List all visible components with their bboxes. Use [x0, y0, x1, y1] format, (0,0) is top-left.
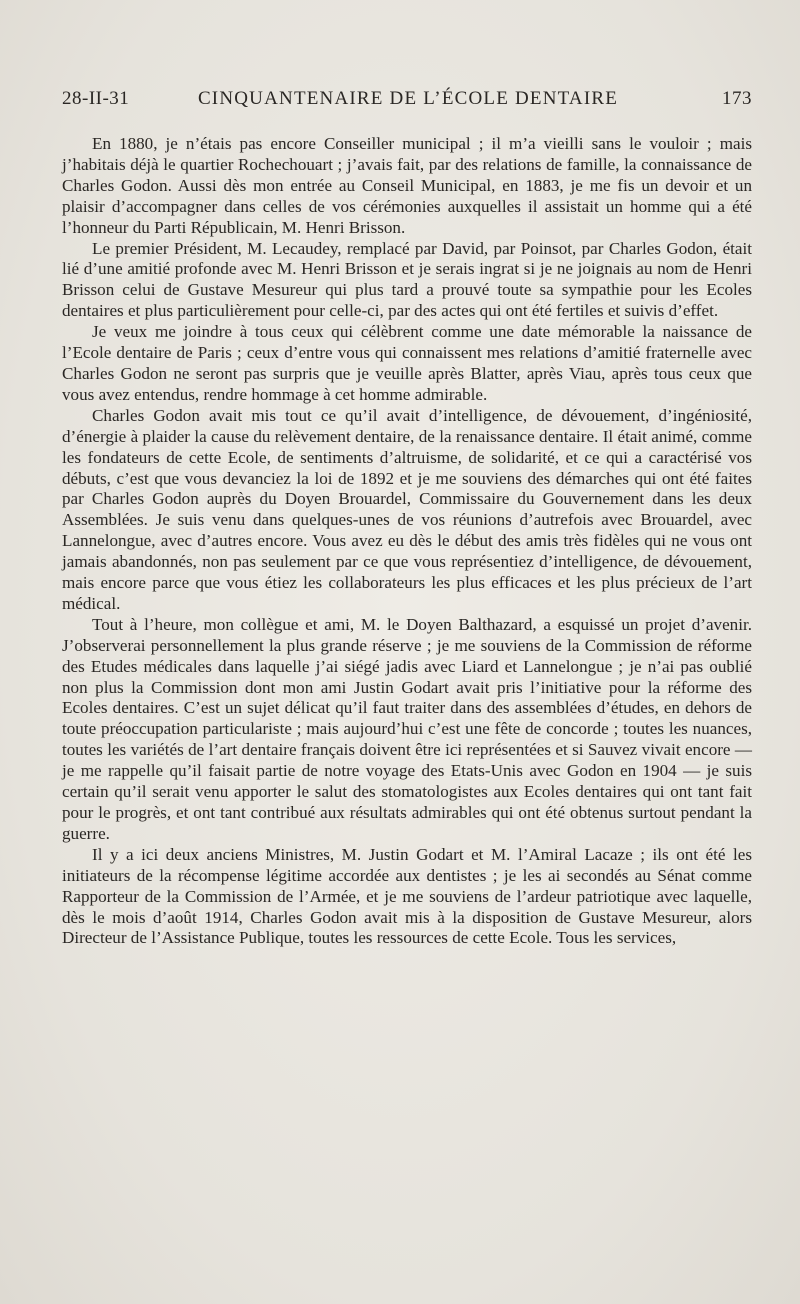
- body-text: [62, 134, 752, 949]
- paragraph: Le premier Président, M. Lecaudey, remplacé par David, par Poinsot, par Charles Godon, était lié d’une amitié profonde avec M. Henri Brisson et je serais ingrat si je ne joignais au nom de Henri Brisson celui de Gustave Mesureur qui plus tard a prouvé toute sa sympathie pour les Ecoles dentaires et plus particulièrement pour celle-ci, par des actes qui ont été fertiles et suivis d’effet.: [62, 238, 752, 321]
- issue-date: 28-II-31: [62, 88, 130, 109]
- paragraph: Tout à l’heure, mon collègue et ami, M. le Doyen Balthazard, a esquissé un projet d’avenir. J’observerai personnellement la plus grande réserve ; je me souviens de la Commission de réforme des Etudes médicales dans laquelle j’ai siégé jadis avec Liard et Lannelongue ; je n’ai pas oublié non plus la Commission dont mon ami Justin Godart avait pris l’initiative pour la réforme des Ecoles dentaires. C’est un sujet délicat qu’il faut traiter dans des assemblées d’études, en dehors de toute préoccupation particulariste ; mais aujourd’hui c’est une fête de concorde ; toutes les nuances, toutes les variétés de l’art dentaire français doivent être ici représentées et si Sauvez vivait encore — je me rappelle qu’il faisait partie de notre voyage des Etats-Unis avec Godon en 1904 — je suis certain qu’il serait venu apporter le salut des stomatologistes aux Ecoles dentaires qui ont tant fait pour le progrès, et ont tant contribué aux résultats admirables qui ont été obtenus surtout pendant la guerre.: [62, 614, 752, 843]
- paragraph: Je veux me joindre à tous ceux qui célèbrent comme une date mémorable la naissance de l’Ecole dentaire de Paris ; ceux d’entre vous qui connaissent mes relations d’amitié fraternelle avec Charles Godon ne seront pas surpris que je veuille après Blatter, après Viau, après tous ceux que vous avez entendus, rendre hommage à cet homme admirable.: [62, 322, 752, 404]
- page-number: 173: [722, 88, 752, 109]
- paragraph: Il y a ici deux anciens Ministres, M. Justin Godart et M. l’Amiral Lacaze ; ils ont été les initiateurs de la récompense légitime accordée aux dentistes ; je les ai secondés au Sénat comme Rapporteur de la Commission de l’Armée, et je me souviens de l’ardeur patriotique avec laquelle, dès le mois d’août 1914, Charles Godon avait mis à la disposition de Gustave Mesureur, alors Directeur de l’Assistance Publique, toutes les ressources de cette Ecole. Tous les services,: [62, 844, 752, 948]
- running-title: CINQUANTENAIRE DE L’ÉCOLE DENTAIRE: [197, 88, 619, 109]
- paragraph: En 1880, je n’étais pas encore Conseiller municipal ; il m’a vieilli sans le vouloir ; mais j’habitais déjà le quartier Rochechouart ; j’avais fait, par des relations de famille, la connaissance de Charles Godon. Aussi dès mon entrée au Conseil Municipal, en 1883, je me fis un devoir et un plaisir d’accompagner dans celles de vos cérémonies auxquelles il assistait un homme qui a été l’honneur du Parti Républicain, M. Henri Brisson.: [62, 134, 752, 237]
- paragraph: Charles Godon avait mis tout ce qu’il avait d’intelligence, de dévouement, d’ingéniosité, d’énergie à plaider la cause du relèvement dentaire, de la renaissance dentaire. Il était animé, comme les fondateurs de cette Ecole, de sentiments d’altruisme, de solidarité, et ce qui a caractérisé vos débuts, c’est que vous devanciez la loi de 1892 et je me souviens des démarches qui ont été faites par Charles Godon auprès du Doyen Brouardel, Commissaire du Gouvernement dans les deux Assemblées. Je suis venu dans quelques-unes de vos réunions d’autrefois avec Brouardel, avec Lannelongue, avec d’autres encore. Vous avez eu dès le début des amis très fidèles qui ne vous ont jamais abandonnés, non pas seulement par ce que vous représentiez d’intelligence, de dévouement, mais encore parce que vous étiez les collaborateurs les plus efficaces et les plus précieux de l’art médical.: [62, 405, 752, 613]
- running-head: [62, 88, 754, 118]
